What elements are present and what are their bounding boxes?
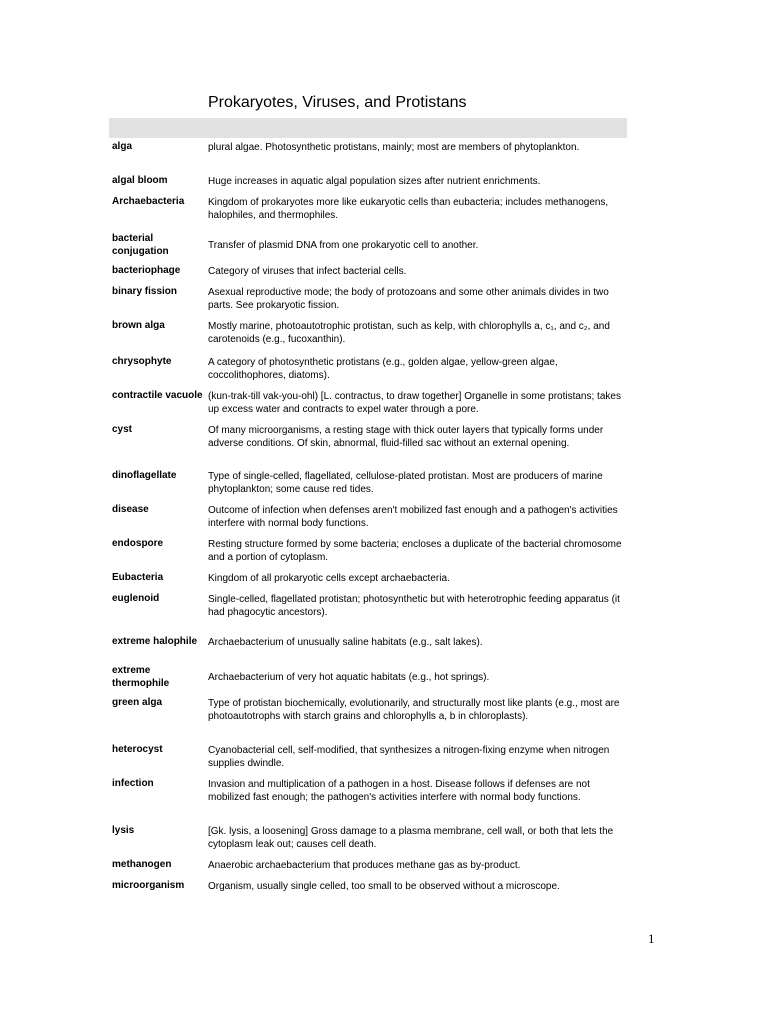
glossary-term: contractile vacuole — [112, 390, 203, 401]
glossary-row — [109, 776, 627, 823]
glossary-term: extreme halophile — [112, 636, 198, 648]
glossary-definition: Anaerobic archaebacterium that produces methane gas as by-product. — [208, 860, 521, 871]
glossary-definition: Archaebacterium of unusually saline habitats (e.g., salt lakes). — [208, 637, 483, 648]
glossary-definition: Kingdom of prokaryotes more like eukaryotic cells than eubacteria; includes methanogens, halophiles, and thermophiles. — [208, 197, 609, 221]
glossary-term: lysis — [112, 825, 135, 836]
glossary-term: binary fission — [112, 286, 178, 297]
glossary-row — [109, 263, 627, 284]
glossary-table — [109, 139, 627, 899]
glossary-row — [109, 591, 627, 625]
glossary-row — [109, 857, 627, 878]
page-title: Prokaryotes, Viruses, and Protistans — [208, 94, 467, 111]
glossary-term: endospore — [112, 538, 164, 549]
glossary-definition: (kun-trak-till vak-you-ohl) [L. contractus, to draw together] Organelle in some protistans; takes up excess water and contracts to expel water through a pore. — [208, 391, 621, 415]
glossary-row — [109, 536, 627, 570]
glossary-row — [109, 823, 627, 857]
glossary-term: microorganism — [112, 880, 185, 891]
glossary-row — [109, 318, 627, 354]
glossary-row — [109, 284, 627, 318]
glossary-term: infection — [112, 778, 154, 789]
glossary-row — [109, 742, 627, 776]
glossary-term: cyst — [112, 424, 133, 435]
glossary-definition: plural algae. Photosynthetic protistans, mainly; most are members of phytoplankton. — [208, 142, 580, 153]
glossary-definition: Mostly marine, photoautotrophic protistan, such as kelp, with chlorophylls a, c₁, and c₂, and carotenoids (e.g., fucoxanthin). — [208, 321, 610, 345]
glossary-row — [109, 695, 627, 742]
glossary-definition: Type of single-celled, flagellated, cellulose-plated protistan. Most are producers of marine phytoplankton; some cause red tides. — [208, 471, 603, 495]
glossary-row — [109, 422, 627, 468]
glossary-row — [109, 354, 627, 388]
glossary-row — [109, 388, 627, 422]
glossary-row — [109, 502, 627, 536]
glossary-term: algal bloom — [112, 175, 168, 186]
glossary-definition: Outcome of infection when defenses aren't mobilized fast enough and a pathogen's activities interfere with normal body functions. — [208, 505, 618, 529]
glossary-row — [109, 194, 627, 228]
glossary-definition: Transfer of plasmid DNA from one prokaryotic cell to another. — [208, 240, 479, 251]
glossary-row — [109, 878, 627, 899]
glossary-definition: Resting structure formed by some bacteria; encloses a duplicate of the bacterial chromosome and a portion of cytoplasm. — [208, 539, 622, 563]
glossary-row — [109, 173, 627, 194]
glossary-term: Eubacteria — [112, 572, 164, 583]
glossary-term: disease — [112, 504, 149, 515]
glossary-term: green alga — [112, 697, 163, 708]
glossary-definition: Huge increases in aquatic algal population sizes after nutrient enrichments. — [208, 176, 541, 187]
glossary-definition: Of many microorganisms, a resting stage with thick outer layers that typically forms under adverse conditions. Of skin, abnormal, fluid-filled sac without an external opening. — [208, 425, 604, 449]
glossary-definition: Kingdom of all prokaryotic cells except archaebacteria. — [208, 573, 450, 584]
page-number: 1 — [648, 931, 655, 946]
glossary-term: alga — [112, 141, 133, 152]
glossary-term: brown alga — [112, 320, 165, 331]
glossary-row — [109, 468, 627, 502]
glossary-term: euglenoid — [112, 593, 160, 604]
glossary-definition: Single-celled, flagellated protistan; photosynthetic but with heterotrophic feeding apparatus (it had phagocytic ancestors). — [208, 594, 620, 618]
glossary-term: chrysophyte — [112, 356, 172, 367]
glossary-definition: Type of protistan biochemically, evolutionarily, and structurally most like plants (e.g., most are photoautotrophs with starch grains and chlorophylls a, b in chloroplasts). — [208, 698, 620, 722]
glossary-term: extreme thermophile — [112, 665, 170, 689]
glossary-definition: Invasion and multiplication of a pathogen in a host. Disease follows if defenses are not mobilized fast enough; the pathogen's activities interfere with normal body functions. — [208, 779, 590, 803]
glossary-term: methanogen — [112, 859, 172, 870]
glossary-definition: Organism, usually single celled, too small to be observed without a microscope. — [208, 881, 560, 892]
glossary-row — [109, 139, 627, 173]
glossary-term: Archaebacteria — [112, 196, 185, 207]
glossary-definition: A category of photosynthetic protistans (e.g., golden algae, yellow-green algae, coccolithophores, diatoms). — [208, 357, 558, 381]
glossary-definition: Archaebacterium of very hot aquatic habitats (e.g., hot springs). — [208, 672, 490, 683]
glossary-term: bacterial conjugation — [112, 233, 169, 257]
glossary-term: bacteriophage — [112, 265, 181, 276]
glossary-term: heterocyst — [112, 744, 163, 755]
glossary-row — [109, 660, 627, 695]
glossary-definition: [Gk. lysis, a loosening] Gross damage to a plasma membrane, cell wall, or both that lets the cytoplasm leak out; causes cell death. — [208, 826, 614, 850]
glossary-row — [109, 570, 627, 591]
glossary-term: dinoflagellate — [112, 470, 177, 481]
glossary-definition: Cyanobacterial cell, self-modified, that synthesizes a nitrogen-fixing enzyme when nitrogen supplies dwindle. — [208, 745, 610, 769]
glossary-row — [109, 228, 627, 263]
glossary-definition: Category of viruses that infect bacterial cells. — [208, 266, 407, 277]
glossary-definition: Asexual reproductive mode; the body of protozoans and some other animals divides in two parts. See prokaryotic fission. — [208, 287, 609, 311]
table-header-band — [109, 118, 627, 138]
glossary-row — [109, 625, 627, 660]
